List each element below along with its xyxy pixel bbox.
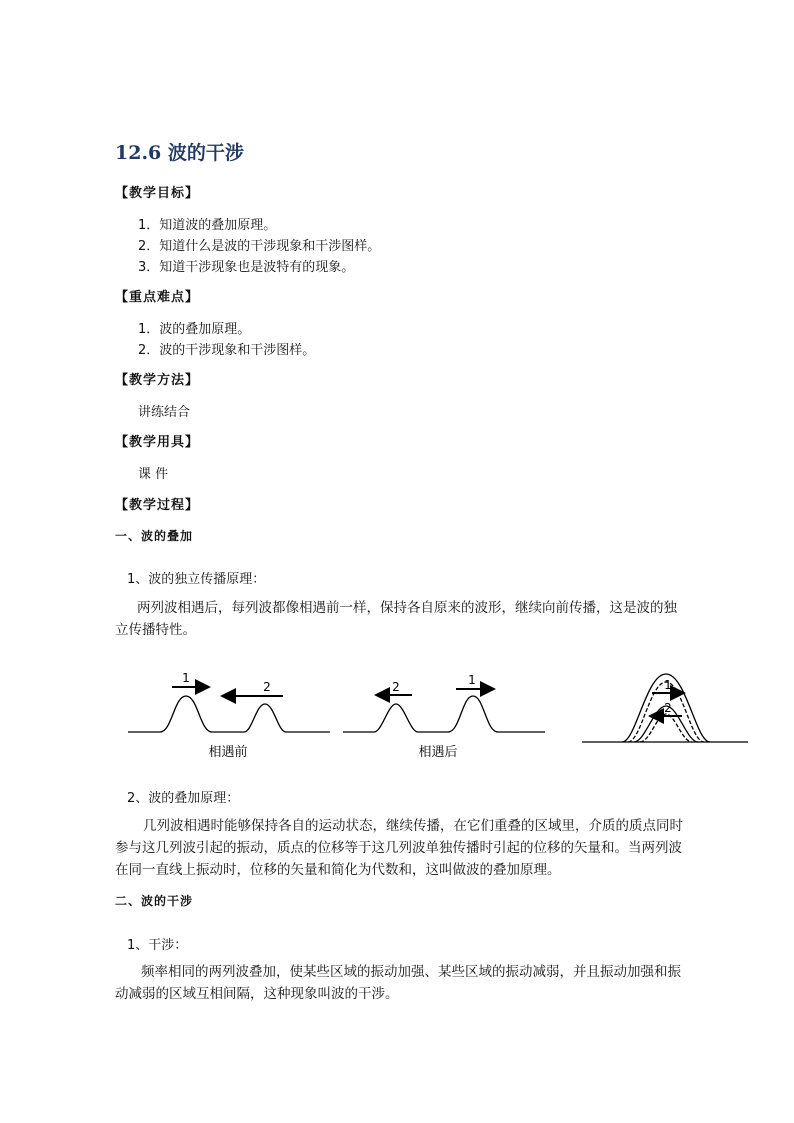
section-heading-method: 【教学方法】	[115, 373, 200, 388]
caption-after: 相遇后	[418, 745, 458, 760]
wave-label-2: 2	[392, 680, 400, 694]
section-heading-objectives: 【教学目标】	[115, 186, 200, 201]
wave-label-1: 1	[664, 678, 672, 692]
tools-text: 课 件	[138, 467, 169, 482]
wave-label-2: 2	[664, 701, 672, 715]
part2-subheading-1: 1、干涉：	[127, 938, 188, 953]
part2-heading: 二、波的干涉	[115, 894, 194, 908]
page-title: 12.6 波的干涉	[115, 142, 244, 164]
part1-subheading-1: 1、波的独立传播原理：	[127, 572, 266, 587]
objective-item: 2．知道什么是波的干涉现象和干涉图样。	[138, 239, 381, 254]
wave-label-1: 1	[468, 673, 476, 687]
keypoint-item: 2．波的干涉现象和干涉图样。	[138, 343, 316, 358]
part1-subheading-2: 2、波的叠加原理：	[127, 791, 240, 806]
section-heading-keypoints: 【重点难点】	[115, 290, 200, 305]
part1-paragraph-2: 几列波相遇时能够保持各自的运动状态，继续传播，在它们重叠的区域里，介质的质点同时参与这几列波引起的振动，质点的位移等于这几列波单独传播时引起的位移的矢量和。当两列波在同一直线上振动时，位移的矢量和简化为代数和，这叫做波的叠加原理。	[115, 818, 683, 878]
objective-item: 3．知道干涉现象也是波特有的现象。	[138, 260, 355, 275]
wave-label-2: 2	[263, 680, 271, 694]
part1-paragraph-1: 两列波相遇后，每列波都像相遇前一样，保持各自原来的波形，继续向前传播，这是波的独立传播特性。	[115, 600, 677, 638]
objective-item: 1．知道波的叠加原理。	[138, 218, 277, 233]
section-heading-tools: 【教学用具】	[115, 435, 200, 450]
part1-heading: 一、波的叠加	[115, 529, 194, 543]
part2-paragraph-1: 频率相同的两列波叠加，使某些区域的振动加强、某些区域的振动减弱，并且振动加强和振动减弱的区域互相间隔，这种现象叫波的干涉。	[115, 964, 681, 1002]
keypoint-item: 1．波的叠加原理。	[138, 322, 251, 337]
wave-after-baseline	[343, 696, 545, 732]
wave-superposition-figure	[0, 660, 794, 770]
caption-before: 相遇前	[208, 745, 248, 760]
wave-before-baseline	[128, 696, 330, 732]
section-heading-process: 【教学过程】	[115, 498, 200, 513]
method-text: 讲练结合	[138, 405, 191, 420]
wave-label-1: 1	[182, 671, 190, 685]
